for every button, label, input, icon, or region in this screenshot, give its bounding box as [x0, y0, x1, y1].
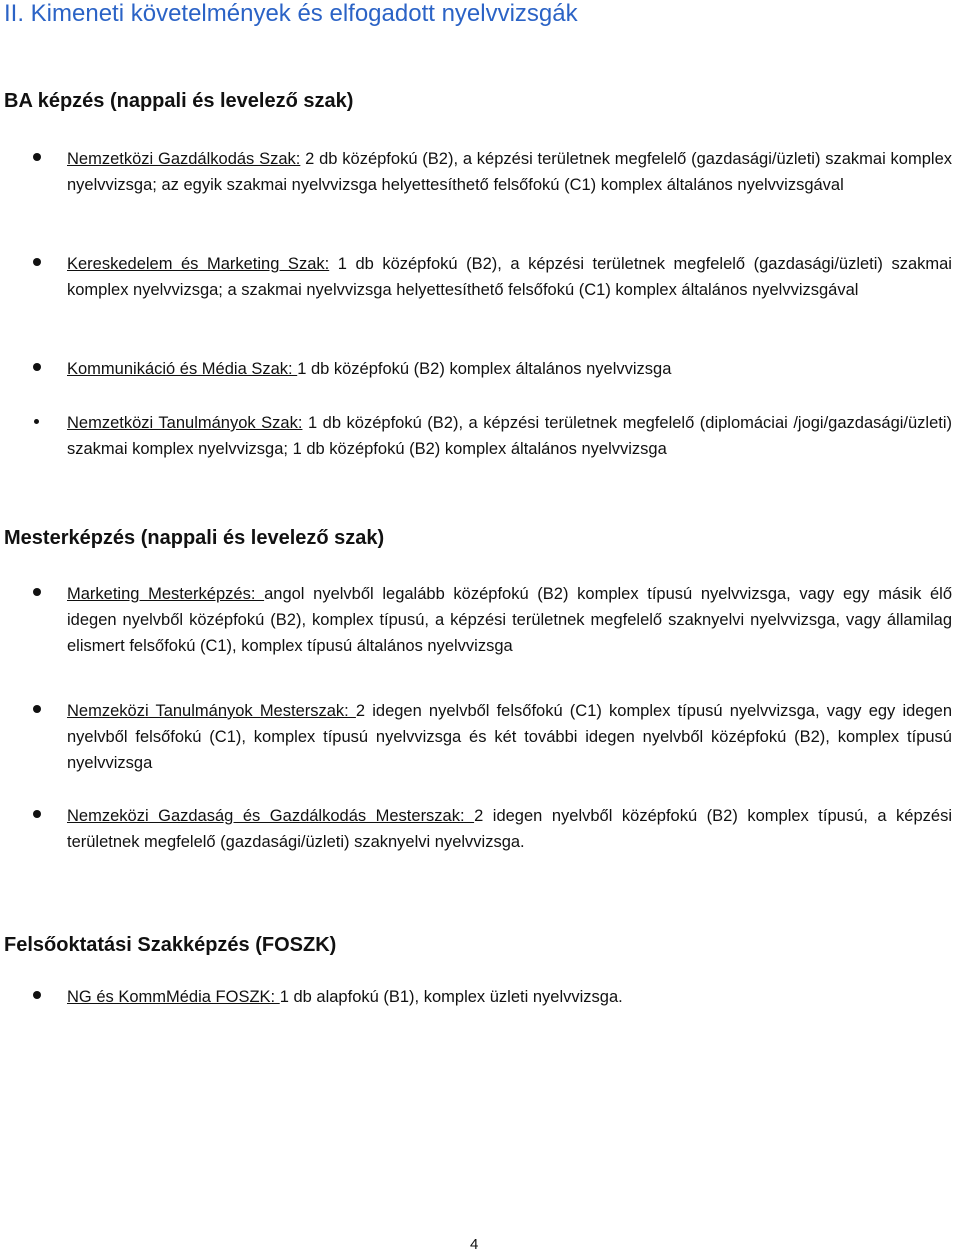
section-heading-foszk: Felsőoktatási Szakképzés (FOSZK) — [4, 934, 337, 956]
bullet-icon — [33, 991, 41, 999]
document-title: II. Kimeneti követelmények és elfogadott nyelvvizsgák — [4, 0, 578, 27]
requirement-text: 2 idegen nyelvből felsőfokú (C1) komplex típusú nyelvvizsga, vagy egy idegen nyelvből felsőfokú (C1), komplex típusú nyelvvizsga és két további idegen nyelvből középfokú (B2), komplex típusú nyelvvizsga — [67, 702, 952, 772]
section-heading-masters: Mesterképzés (nappali és levelező szak) — [4, 527, 385, 549]
program-name: Kommunikáció és Média Szak: — [67, 360, 298, 378]
list-item-text — [67, 251, 952, 303]
requirement-text: 1 db középfokú (B2) komplex általános nyelvvizsga — [297, 360, 672, 378]
list-item-text — [67, 803, 952, 855]
list-item — [26, 251, 952, 303]
list-item-text — [67, 698, 952, 776]
requirement-text: 2 idegen nyelvből középfokú (B2) komplex típusú, a képzési területnek megfelelő (gazdasági/üzleti) szaknyelvi nyelvvizsga. — [67, 807, 952, 851]
list-item-text — [67, 984, 952, 1010]
bullet-icon — [33, 810, 41, 818]
program-name: Nemzetközi Tanulmányok Szak: — [67, 414, 303, 432]
list-item-text — [67, 146, 952, 198]
bullet-icon — [33, 705, 41, 713]
bullet-icon — [33, 588, 41, 596]
program-name: Nemzeközi Tanulmányok Mesterszak: — [67, 702, 356, 720]
list-item — [26, 698, 952, 776]
list-item — [26, 984, 952, 1010]
requirement-text: 1 db alapfokú (B1), komplex üzleti nyelvvizsga. — [279, 988, 623, 1006]
program-name: Nemzeközi Gazdaság és Gazdálkodás Mesterszak: — [67, 807, 475, 825]
list-item-text — [67, 356, 952, 382]
bullet-icon — [33, 258, 41, 266]
list-item — [26, 410, 952, 462]
requirement-text: angol nyelvből legalább középfokú (B2) komplex típusú nyelvvizsga, vagy egy másik élő idegen nyelvből középfokú (B2), komplex típusú, a képzési területnek megfelelő szaknyelvi nyelvvizsga, vagy államilag elismert felsőfokú (C1), komplex típusú általános nyelvvizsga — [67, 585, 953, 655]
list-item-text — [67, 581, 952, 659]
section-heading-ba: BA képzés (nappali és levelező szak) — [4, 90, 354, 112]
program-name: Marketing Mesterképzés: — [67, 585, 265, 603]
program-name: NG és KommMédia FOSZK: — [67, 988, 280, 1006]
requirement-text: 2 db középfokú (B2), a képzési területnek megfelelő (gazdasági/üzleti) szakmai komplex nyelvvizsga; az egyik szakmai nyelvvizsga helyettesíthető felsőfokú (C1) komplex általános nyelvvizsgával — [67, 150, 952, 194]
program-name: Nemzetközi Gazdálkodás Szak: — [67, 150, 301, 168]
program-name: Kereskedelem és Marketing Szak: — [67, 255, 330, 273]
bullet-icon — [33, 153, 41, 161]
list-item — [26, 803, 952, 855]
bullet-icon — [34, 419, 39, 424]
list-item — [26, 356, 952, 382]
bullet-icon — [33, 363, 41, 371]
list-item-text — [67, 410, 952, 462]
list-item — [26, 581, 952, 659]
requirement-text: 1 db középfokú (B2), a képzési területnek megfelelő (diplomáciai /jogi/gazdasági/üzleti) szakmai komplex nyelvvizsga; 1 db középfokú (B2) komplex általános nyelvvizsga — [67, 414, 953, 458]
list-item — [26, 146, 952, 198]
requirement-text: 1 db középfokú (B2), a képzési területnek megfelelő (gazdasági/üzleti) szakmai komplex nyelvvizsga; a szakmai nyelvvizsga helyettesíthető felsőfokú (C1) komplex általános nyelvvizsgával — [67, 255, 952, 299]
page-number: 4 — [470, 1236, 479, 1253]
